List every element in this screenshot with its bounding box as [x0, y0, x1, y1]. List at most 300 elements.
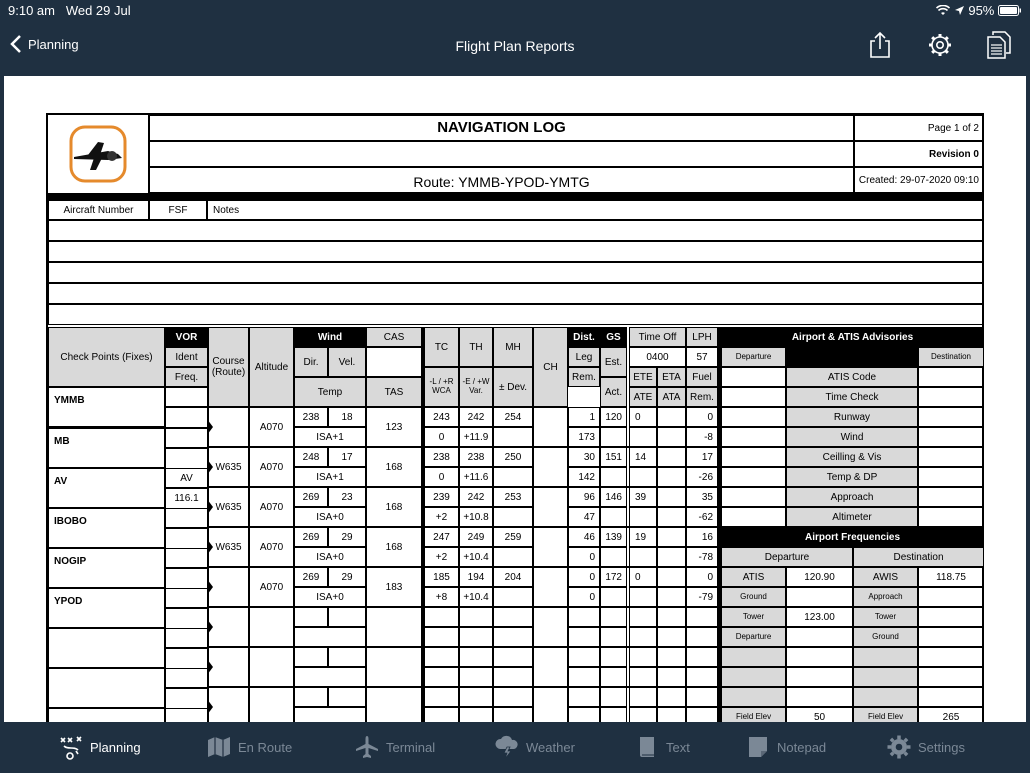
leg-dist-rem[interactable]	[568, 667, 600, 687]
leg-th[interactable]	[459, 607, 493, 627]
leg-mh[interactable]	[493, 687, 533, 707]
leg-altitude[interactable]: A070	[249, 447, 294, 487]
leg-tc[interactable]: 243	[424, 407, 459, 427]
checkpoint-fix[interactable]: IBOBO	[48, 508, 165, 549]
checkpoint-fix[interactable]: MB	[48, 428, 165, 469]
leg-ch[interactable]	[533, 527, 568, 567]
leg-ch[interactable]	[533, 487, 568, 527]
leg-altitude[interactable]: A070	[249, 527, 294, 567]
leg-tc[interactable]	[424, 687, 459, 707]
notes-line[interactable]	[48, 262, 984, 283]
leg-var[interactable]: +10.4	[459, 547, 493, 567]
col-ch: CH	[533, 327, 568, 407]
tab-en-route[interactable]	[206, 734, 292, 760]
leg-fuel-rem[interactable]: -78	[686, 547, 718, 567]
leg-ate[interactable]	[629, 627, 657, 647]
leg-wind-dir[interactable]: 269	[294, 567, 328, 587]
leg-wca[interactable]: +2	[424, 507, 459, 527]
leg-ch[interactable]	[533, 447, 568, 487]
freq-dep-value[interactable]: 123.00	[786, 607, 853, 627]
tab-notepad[interactable]	[745, 734, 826, 760]
status-right	[936, 3, 1022, 18]
freq-dest-label: AWIS	[853, 567, 918, 587]
leg-ch[interactable]	[533, 607, 568, 647]
leg-gs-act[interactable]	[600, 627, 627, 647]
leg-dist-rem[interactable]	[568, 627, 600, 647]
checkpoint-freq[interactable]	[165, 448, 208, 469]
leg-mh[interactable]: 253	[493, 487, 533, 507]
leg-var[interactable]: +10.8	[459, 507, 493, 527]
leg-eta[interactable]	[657, 607, 686, 627]
atis-destination-value[interactable]	[918, 467, 984, 487]
leg-ata[interactable]	[657, 587, 686, 607]
atis-departure-value[interactable]	[721, 467, 786, 487]
leg-cas[interactable]: 168	[366, 447, 422, 487]
leg-th[interactable]	[459, 687, 493, 707]
leg-gs-act[interactable]	[600, 507, 627, 527]
leg-ch[interactable]	[533, 567, 568, 607]
leg-dist[interactable]: 30	[568, 447, 600, 467]
leg-altitude[interactable]	[249, 687, 294, 722]
checkpoint-fix[interactable]	[48, 628, 165, 669]
checkpoint-fix[interactable]: NOGIP	[48, 548, 165, 589]
leg-wind-vel[interactable]: 18	[328, 407, 366, 427]
freq-blank-label	[721, 687, 786, 707]
status-time-date: 9:10 am Wed 29 Jul	[8, 3, 131, 18]
atis-row-label: Time Check	[786, 387, 918, 407]
freq-blank-value[interactable]	[786, 687, 853, 707]
col-gs: GS	[600, 327, 627, 347]
leg-gs-act[interactable]	[600, 707, 627, 722]
leg-ete[interactable]: 19	[629, 527, 657, 547]
leg-gs-act[interactable]	[600, 667, 627, 687]
leg-fuel[interactable]: 0	[686, 407, 718, 427]
leg-tc[interactable]	[424, 607, 459, 627]
freq-dest-label: Tower	[853, 607, 918, 627]
checkpoint-fix[interactable]: YPOD	[48, 588, 165, 629]
leg-wca[interactable]	[424, 707, 459, 722]
leg-var[interactable]	[459, 667, 493, 687]
checkpoint-ident[interactable]	[165, 628, 208, 648]
leg-course[interactable]: W635	[208, 527, 249, 567]
tab-label: Settings	[918, 739, 965, 755]
atis-departure-value[interactable]	[721, 427, 786, 447]
notes-line[interactable]	[48, 220, 984, 241]
leg-dev[interactable]	[493, 507, 533, 527]
atis-departure-label: Departure	[721, 347, 786, 367]
leg-gs-est[interactable]	[600, 687, 627, 707]
leg-th[interactable]: 194	[459, 567, 493, 587]
leg-course[interactable]: W635	[208, 487, 249, 527]
leg-arrow-icon	[207, 447, 215, 487]
leg-wind-dir[interactable]	[294, 647, 328, 667]
leg-dev[interactable]	[493, 627, 533, 647]
atis-destination-value[interactable]	[918, 387, 984, 407]
checkpoint-ident[interactable]	[165, 668, 208, 688]
leg-eta[interactable]	[657, 567, 686, 587]
aircraft-number-label: Aircraft Number	[48, 200, 149, 220]
leg-ate[interactable]	[629, 547, 657, 567]
leg-gs-act[interactable]	[600, 547, 627, 567]
leg-wca[interactable]: +2	[424, 547, 459, 567]
leg-wca[interactable]: 0	[424, 427, 459, 447]
leg-mh[interactable]: 254	[493, 407, 533, 427]
leg-fuel[interactable]: 0	[686, 567, 718, 587]
leg-wind-vel[interactable]: 23	[328, 487, 366, 507]
leg-fuel-rem[interactable]: -26	[686, 467, 718, 487]
leg-wind-dir[interactable]	[294, 607, 328, 627]
leg-ate[interactable]	[629, 587, 657, 607]
leg-ate[interactable]	[629, 507, 657, 527]
field-elev-dest-value[interactable]: 265	[918, 707, 984, 722]
checkpoint-freq[interactable]: 116.1	[165, 488, 208, 509]
checkpoint-freq[interactable]	[165, 608, 208, 629]
atis-departure-value[interactable]	[721, 447, 786, 467]
col-vor: VOR	[165, 327, 208, 347]
leg-mh[interactable]: 259	[493, 527, 533, 547]
leg-tc[interactable]: 239	[424, 487, 459, 507]
checkpoint-ident[interactable]	[165, 588, 208, 608]
checkpoint-ident[interactable]: AV	[165, 468, 208, 488]
leg-eta[interactable]	[657, 527, 686, 547]
leg-dev[interactable]	[493, 427, 533, 447]
leg-fuel-rem[interactable]	[686, 667, 718, 687]
leg-mh[interactable]: 204	[493, 567, 533, 587]
leg-dist[interactable]: 1	[568, 407, 600, 427]
freq-blank-value[interactable]	[918, 647, 984, 667]
leg-fuel-rem[interactable]: -8	[686, 427, 718, 447]
leg-ate[interactable]	[629, 667, 657, 687]
leg-gs-est[interactable]: 172	[600, 567, 627, 587]
freq-dest-value[interactable]	[918, 627, 984, 647]
leg-mh[interactable]	[493, 607, 533, 627]
tab-settings[interactable]	[886, 734, 965, 760]
leg-wind-dir[interactable]: 248	[294, 447, 328, 467]
leg-eta[interactable]	[657, 647, 686, 667]
leg-fuel[interactable]	[686, 687, 718, 707]
field-elev-dep-value[interactable]: 50	[786, 707, 853, 722]
leg-ata[interactable]	[657, 667, 686, 687]
leg-wind-vel[interactable]: 17	[328, 447, 366, 467]
leg-altitude[interactable]: A070	[249, 487, 294, 527]
leg-mh[interactable]	[493, 647, 533, 667]
freq-dep-value[interactable]	[786, 587, 853, 607]
checkpoint-ident[interactable]	[165, 708, 208, 722]
atis-destination-value[interactable]	[918, 447, 984, 467]
route-plays-icon	[58, 734, 84, 760]
leg-ata[interactable]	[657, 507, 686, 527]
leg-ete[interactable]: 0	[629, 567, 657, 587]
leg-mh[interactable]: 250	[493, 447, 533, 467]
freq-blank-value[interactable]	[786, 647, 853, 667]
leg-wind-vel[interactable]: 29	[328, 527, 366, 547]
leg-dev[interactable]	[493, 707, 533, 722]
leg-altitude[interactable]: A070	[249, 567, 294, 607]
freq-dest-value[interactable]	[918, 607, 984, 627]
notes-line[interactable]	[48, 283, 984, 304]
leg-cas[interactable]	[366, 607, 422, 647]
col-wca: -L / +R WCA	[424, 367, 459, 407]
leg-ete[interactable]	[629, 647, 657, 667]
freq-blank-value[interactable]	[918, 687, 984, 707]
leg-wca[interactable]	[424, 667, 459, 687]
leg-ete[interactable]: 0	[629, 407, 657, 427]
leg-eta[interactable]	[657, 487, 686, 507]
col-dist: Dist.	[568, 327, 600, 347]
checkpoint-fix[interactable]	[48, 708, 165, 722]
leg-dist[interactable]: 0	[568, 567, 600, 587]
leg-wind-dir[interactable]: 269	[294, 527, 328, 547]
leg-wca[interactable]: 0	[424, 467, 459, 487]
leg-cas[interactable]	[366, 687, 422, 722]
created-date: Created: 29-07-2020 09:10	[854, 167, 984, 193]
leg-wind-vel[interactable]	[328, 647, 366, 667]
checkpoint-fix[interactable]: AV	[48, 468, 165, 509]
leg-temp[interactable]: ISA+1	[294, 427, 366, 447]
share-icon[interactable]	[866, 30, 894, 60]
leg-dist[interactable]: 46	[568, 527, 600, 547]
leg-fuel-rem[interactable]: -79	[686, 587, 718, 607]
checkpoint-ident[interactable]	[165, 508, 208, 528]
leg-fuel[interactable]: 35	[686, 487, 718, 507]
leg-tc[interactable]	[424, 647, 459, 667]
checkpoint-ident[interactable]	[165, 387, 208, 407]
leg-ch[interactable]	[533, 687, 568, 722]
leg-dist[interactable]: 96	[568, 487, 600, 507]
time-off-value: 0400	[629, 347, 686, 367]
col-th: TH	[459, 327, 493, 367]
freq-dep-value[interactable]	[786, 627, 853, 647]
navigation-bar	[0, 22, 1030, 70]
leg-dist-rem[interactable]: 0	[568, 547, 600, 567]
tab-weather[interactable]	[494, 734, 575, 760]
leg-th[interactable]: 238	[459, 447, 493, 467]
leg-ete[interactable]: 14	[629, 447, 657, 467]
leg-dev[interactable]	[493, 467, 533, 487]
gear-icon[interactable]	[926, 30, 954, 60]
leg-gs-act[interactable]	[600, 467, 627, 487]
col-wind: Wind	[294, 327, 366, 347]
map-icon	[206, 734, 232, 760]
leg-arrow-icon	[207, 687, 215, 722]
leg-temp[interactable]	[294, 707, 366, 722]
leg-temp[interactable]	[294, 667, 366, 687]
atis-destination-value[interactable]	[918, 507, 984, 527]
freq-dep-value[interactable]: 120.90	[786, 567, 853, 587]
atis-title: Airport & ATIS Advisories	[721, 327, 984, 347]
leg-fuel-rem[interactable]: -62	[686, 507, 718, 527]
battery-icon	[998, 5, 1022, 16]
leg-fuel-rem[interactable]	[686, 707, 718, 722]
leg-gs-act[interactable]	[600, 587, 627, 607]
leg-gs-est[interactable]: 146	[600, 487, 627, 507]
leg-th[interactable]	[459, 647, 493, 667]
header-divider	[48, 193, 984, 200]
leg-temp[interactable]: ISA+0	[294, 587, 366, 607]
col-act: Act.	[600, 377, 627, 407]
leg-fuel[interactable]	[686, 607, 718, 627]
lph-value: 57	[686, 347, 718, 367]
leg-wind-vel[interactable]	[328, 687, 366, 707]
leg-ete[interactable]	[629, 687, 657, 707]
leg-gs-act[interactable]	[600, 427, 627, 447]
col-dev: ± Dev.	[493, 367, 533, 407]
leg-dist[interactable]	[568, 647, 600, 667]
leg-wca[interactable]: +8	[424, 587, 459, 607]
leg-temp[interactable]: ISA+0	[294, 507, 366, 527]
wifi-icon	[936, 5, 950, 16]
leg-var[interactable]: +11.9	[459, 427, 493, 447]
leg-dev[interactable]	[493, 667, 533, 687]
field-elev-dest-label: Field Elev	[853, 707, 918, 722]
freq-destination-header: Destination	[853, 547, 984, 567]
leg-wind-dir[interactable]	[294, 687, 328, 707]
tab-terminal[interactable]	[354, 734, 435, 760]
leg-th[interactable]: 242	[459, 407, 493, 427]
freq-blank-value[interactable]	[786, 667, 853, 687]
leg-ata[interactable]	[657, 707, 686, 722]
leg-temp[interactable]	[294, 627, 366, 647]
leg-cas[interactable]: 123	[366, 407, 422, 447]
leg-gs-est[interactable]: 120	[600, 407, 627, 427]
leg-ate[interactable]	[629, 707, 657, 722]
atis-departure-value[interactable]	[721, 367, 786, 387]
leg-var[interactable]: +11.6	[459, 467, 493, 487]
col-checkpoints: Check Points (Fixes)	[48, 327, 165, 387]
freq-blank-value[interactable]	[918, 667, 984, 687]
leg-th[interactable]: 242	[459, 487, 493, 507]
leg-wind-vel[interactable]	[328, 607, 366, 627]
report-content-area[interactable]	[4, 76, 1026, 722]
leg-fuel[interactable]: 16	[686, 527, 718, 547]
atis-row-label: Altimeter	[786, 507, 918, 527]
leg-var[interactable]: +10.4	[459, 587, 493, 607]
leg-dev[interactable]	[493, 587, 533, 607]
checkpoint-freq[interactable]	[165, 688, 208, 709]
tab-planning[interactable]	[58, 734, 141, 760]
leg-dist-rem[interactable]	[568, 707, 600, 722]
leg-dist-rem[interactable]: 47	[568, 507, 600, 527]
leg-wind-dir[interactable]: 238	[294, 407, 328, 427]
leg-dev[interactable]	[493, 547, 533, 567]
col-cas: CAS	[366, 327, 422, 347]
leg-temp[interactable]: ISA+0	[294, 547, 366, 567]
col-rem: Rem.	[568, 367, 600, 387]
leg-eta[interactable]	[657, 407, 686, 427]
leg-tc[interactable]: 247	[424, 527, 459, 547]
leg-wca[interactable]	[424, 627, 459, 647]
leg-var[interactable]	[459, 707, 493, 722]
leg-ete[interactable]	[629, 607, 657, 627]
leg-dist-rem[interactable]: 0	[568, 587, 600, 607]
notes-line[interactable]	[48, 304, 984, 325]
leg-ata[interactable]	[657, 427, 686, 447]
notes-line[interactable]	[48, 241, 984, 262]
atis-departure-value[interactable]	[721, 487, 786, 507]
leg-gs-est[interactable]	[600, 607, 627, 627]
atis-departure-value[interactable]	[721, 507, 786, 527]
notes-label: Notes	[207, 200, 984, 220]
leg-altitude[interactable]	[249, 647, 294, 687]
leg-fuel[interactable]: 17	[686, 447, 718, 467]
leg-cas[interactable]: 168	[366, 487, 422, 527]
airplane-icon	[354, 734, 380, 760]
atis-departure-value[interactable]	[721, 407, 786, 427]
leg-ate[interactable]	[629, 467, 657, 487]
atis-destination-value[interactable]	[918, 487, 984, 507]
leg-ete[interactable]: 39	[629, 487, 657, 507]
leg-wind-dir[interactable]: 269	[294, 487, 328, 507]
col-temp: Temp	[294, 377, 366, 407]
atis-destination-value[interactable]	[918, 407, 984, 427]
leg-eta[interactable]	[657, 447, 686, 467]
leg-gs-est[interactable]: 151	[600, 447, 627, 467]
leg-arrow-icon	[207, 527, 215, 567]
leg-temp[interactable]: ISA+1	[294, 467, 366, 487]
leg-fuel-rem[interactable]	[686, 627, 718, 647]
leg-altitude[interactable]: A070	[249, 407, 294, 447]
atis-destination-value[interactable]	[918, 367, 984, 387]
leg-ate[interactable]	[629, 427, 657, 447]
leg-ch[interactable]	[533, 647, 568, 687]
leg-var[interactable]	[459, 627, 493, 647]
leg-ch[interactable]	[533, 407, 568, 447]
atis-departure-value[interactable]	[721, 387, 786, 407]
tab-text[interactable]	[634, 734, 690, 760]
leg-dist[interactable]	[568, 607, 600, 627]
leg-dist-rem[interactable]: 173	[568, 427, 600, 447]
back-label: Planning	[28, 36, 79, 52]
leg-ata[interactable]	[657, 467, 686, 487]
leg-gs-est[interactable]	[600, 647, 627, 667]
leg-wind-vel[interactable]: 29	[328, 567, 366, 587]
leg-tc[interactable]: 185	[424, 567, 459, 587]
leg-ata[interactable]	[657, 547, 686, 567]
checkpoint-fix[interactable]: YMMB	[48, 387, 165, 428]
checkpoint-freq[interactable]	[165, 648, 208, 669]
leg-altitude[interactable]	[249, 607, 294, 647]
leg-cas[interactable]	[366, 647, 422, 687]
checkpoint-freq[interactable]	[165, 407, 208, 428]
leg-tc[interactable]: 238	[424, 447, 459, 467]
freq-dep-label: Departure	[721, 627, 786, 647]
leg-dist[interactable]	[568, 687, 600, 707]
leg-gs-est[interactable]: 139	[600, 527, 627, 547]
freq-dest-value[interactable]	[918, 587, 984, 607]
leg-fuel[interactable]	[686, 647, 718, 667]
col-vel: Vel.	[328, 347, 366, 377]
tab-label: Notepad	[777, 739, 827, 755]
leg-cas[interactable]: 183	[366, 567, 422, 607]
atis-row-label: Approach	[786, 487, 918, 507]
checkpoint-ident[interactable]	[165, 428, 208, 448]
freq-dest-value[interactable]: 118.75	[918, 567, 984, 587]
col-eta: ETA	[657, 367, 686, 387]
leg-course[interactable]: W635	[208, 447, 249, 487]
leg-eta[interactable]	[657, 687, 686, 707]
checkpoint-freq[interactable]	[165, 568, 208, 589]
copy-docs-icon[interactable]	[985, 30, 1013, 60]
battery-percent: 95%	[968, 3, 995, 18]
atis-destination-value[interactable]	[918, 427, 984, 447]
leg-cas[interactable]: 168	[366, 527, 422, 567]
checkpoint-ident[interactable]	[165, 548, 208, 568]
leg-ata[interactable]	[657, 627, 686, 647]
checkpoint-freq[interactable]	[165, 528, 208, 549]
leg-th[interactable]: 249	[459, 527, 493, 547]
checkpoint-fix[interactable]	[48, 668, 165, 709]
leg-dist-rem[interactable]: 142	[568, 467, 600, 487]
